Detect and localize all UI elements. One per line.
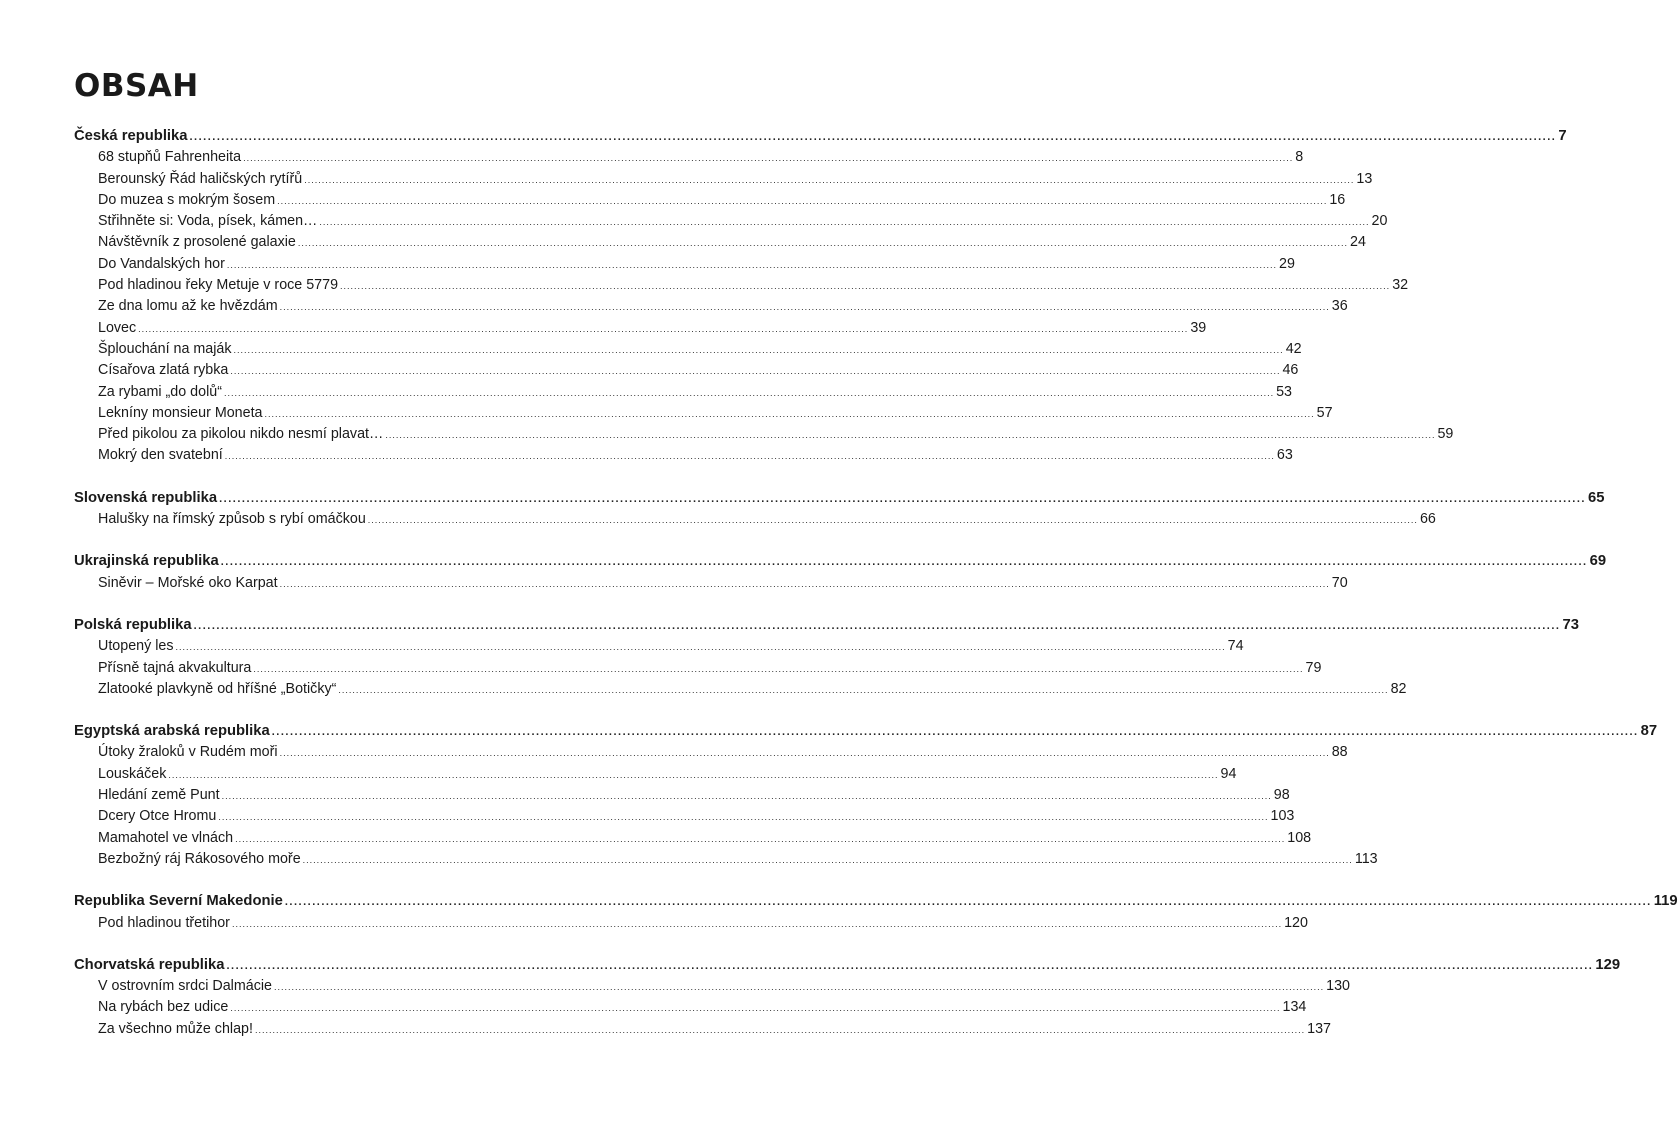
page-number: 39 xyxy=(1190,319,1207,336)
toc-entry[interactable] xyxy=(74,1019,1331,1040)
dot-leader: ............................................................................................................................................................................................................................................................................................................ xyxy=(224,451,1275,462)
entry-title: Berounský Řád haličských rytířů xyxy=(98,170,303,187)
page-number: 129 xyxy=(1595,956,1621,973)
entry-title: Na rybách bez udice xyxy=(98,999,229,1016)
dot-leader: ............................................................................................................................................................................................................................................................................................................ xyxy=(274,982,1325,993)
toc-section xyxy=(74,891,1678,934)
toc-entry[interactable] xyxy=(74,318,1207,339)
toc-section xyxy=(74,721,1658,870)
dot-leader: ............................................................................................................................................................................................................................................................................................................ xyxy=(223,387,1275,398)
toc-entry[interactable] xyxy=(74,828,1312,849)
entry-title: Šplouchání na maják xyxy=(98,340,232,357)
table-of-contents xyxy=(74,126,1678,1040)
dot-leader: ............................................................................................................................................................................................................................................................................................................ xyxy=(189,131,1557,143)
dot-leader: ............................................................................................................................................................................................................................................................................................................ xyxy=(253,663,1304,674)
page-number: 8 xyxy=(1295,149,1304,166)
entry-title: Bezbožný ráj Rákosového moře xyxy=(98,850,301,867)
toc-entry[interactable] xyxy=(74,360,1299,381)
dot-leader: ............................................................................................................................................................................................................................................................................................................ xyxy=(218,812,1269,823)
dot-leader: ............................................................................................................................................................................................................................................................................................................ xyxy=(220,556,1588,569)
entry-title: 68 stupňů Fahrenheita xyxy=(98,149,242,166)
page-number: 46 xyxy=(1282,362,1299,379)
toc-entry[interactable] xyxy=(74,147,1304,168)
page-number: 87 xyxy=(1640,723,1658,740)
dot-leader: ............................................................................................................................................................................................................................................................................................................ xyxy=(271,726,1639,739)
toc-entry[interactable] xyxy=(74,913,1308,934)
dot-leader: ............................................................................................................................................................................................................................................................................................................ xyxy=(277,195,1328,206)
page-number: 74 xyxy=(1227,638,1244,655)
toc-entry[interactable] xyxy=(74,232,1366,253)
entry-title: Mamahotel ve vlnách xyxy=(98,829,234,846)
entry-title: Zlatooké plavkyně od hříšné „Botičky“ xyxy=(98,680,337,697)
dot-leader: ............................................................................................................................................................................................................................................................................................................ xyxy=(243,153,1294,164)
dot-leader: ............................................................................................................................................................................................................................................................................................................ xyxy=(264,408,1315,419)
toc-entry[interactable] xyxy=(74,296,1348,317)
dot-leader: ............................................................................................................................................................................................................................................................................................................ xyxy=(304,174,1355,185)
dot-leader: ............................................................................................................................................................................................................................................................................................................ xyxy=(233,344,1284,355)
section-heading[interactable] xyxy=(74,721,1658,742)
dot-leader: ............................................................................................................................................................................................................................................................................................................ xyxy=(138,323,1189,334)
section-title: Republika Severní Makedonie xyxy=(74,893,283,910)
section-heading[interactable] xyxy=(74,891,1678,912)
page-number: 32 xyxy=(1392,277,1409,294)
section-title: Slovenská republika xyxy=(74,489,218,506)
page-number: 134 xyxy=(1282,999,1307,1016)
page-number: 130 xyxy=(1326,978,1351,995)
page-number: 65 xyxy=(1587,489,1605,506)
entry-title: Lovec xyxy=(98,319,137,336)
page-number: 103 xyxy=(1270,808,1295,825)
entry-title: Ze dna lomu až ke hvězdám xyxy=(98,298,278,315)
toc-entry[interactable] xyxy=(74,190,1346,211)
entry-title: Siněvir – Mořské oko Karpat xyxy=(98,574,278,591)
section-heading[interactable] xyxy=(74,615,1579,636)
page-number: 59 xyxy=(1437,426,1454,443)
page-number: 20 xyxy=(1371,213,1388,230)
toc-section xyxy=(74,955,1621,1040)
entry-title: Halušky na římský způsob s rybí omáčkou xyxy=(98,511,366,528)
toc-entry[interactable] xyxy=(74,742,1348,763)
page-number: 24 xyxy=(1350,234,1366,251)
dot-leader: ............................................................................................................................................................................................................................................................................................................ xyxy=(230,366,1281,377)
dot-leader: ............................................................................................................................................................................................................................................................................................................ xyxy=(302,854,1353,865)
section-heading[interactable] xyxy=(74,488,1605,509)
page-number: 42 xyxy=(1285,340,1302,357)
toc-entry[interactable] xyxy=(74,339,1302,360)
dot-leader: ............................................................................................................................................................................................................................................................................................................ xyxy=(219,492,1586,505)
dot-leader: ............................................................................................................................................................................................................................................................................................................ xyxy=(338,684,1389,695)
page-number: 113 xyxy=(1354,850,1378,867)
page-number: 53 xyxy=(1276,383,1293,400)
toc-section xyxy=(74,551,1607,594)
toc-page xyxy=(74,66,1678,1061)
page-number: 66 xyxy=(1419,511,1436,528)
page-number: 79 xyxy=(1305,659,1322,676)
section-title: Ukrajinská republika xyxy=(74,553,219,570)
dot-leader: ............................................................................................................................................................................................................................................................................................................ xyxy=(226,959,1594,972)
toc-entry[interactable] xyxy=(74,806,1295,827)
page-number: 94 xyxy=(1220,765,1237,782)
dot-leader: ............................................................................................................................................................................................................................................................................................................ xyxy=(168,769,1219,780)
page-number: 57 xyxy=(1316,404,1333,421)
page-number: 16 xyxy=(1329,191,1346,208)
section-title: Egyptská arabská republika xyxy=(74,723,270,740)
section-heading[interactable] xyxy=(74,955,1621,976)
dot-leader: ............................................................................................................................................................................................................................................................................................................ xyxy=(367,515,1418,526)
dot-leader: ............................................................................................................................................................................................................................................................................................................ xyxy=(254,1024,1306,1035)
section-heading[interactable] xyxy=(74,126,1567,147)
page-number: 120 xyxy=(1284,914,1308,931)
page-number: 119 xyxy=(1653,893,1678,910)
dot-leader: ............................................................................................................................................................................................................................................................................................................ xyxy=(193,619,1561,632)
page-number: 13 xyxy=(1356,170,1373,187)
dot-leader: ............................................................................................................................................................................................................................................................................................................ xyxy=(221,791,1272,802)
toc-entry[interactable] xyxy=(74,679,1407,700)
entry-title: Před pikolou za pikolou nikdo nesmí plavat… xyxy=(98,426,384,443)
section-title: Česká republika xyxy=(74,128,188,144)
toc-section xyxy=(74,615,1579,700)
entry-title: Louskáček xyxy=(98,765,167,782)
entry-title: Císařova zlatá rybka xyxy=(98,362,229,379)
toc-entry[interactable] xyxy=(74,849,1378,870)
toc-entry[interactable] xyxy=(74,211,1388,232)
toc-section xyxy=(74,126,1567,467)
toc-entry[interactable] xyxy=(74,403,1333,424)
toc-entry[interactable] xyxy=(74,509,1436,530)
page-number: 108 xyxy=(1287,829,1312,846)
page-number: 88 xyxy=(1331,744,1348,761)
toc-entry[interactable] xyxy=(74,382,1293,403)
entry-title: Hledání země Punt xyxy=(98,787,220,804)
entry-title: Za všechno může chlap! xyxy=(98,1020,253,1037)
toc-entry[interactable] xyxy=(74,997,1307,1018)
toc-entry[interactable] xyxy=(74,785,1290,806)
toc-entry[interactable] xyxy=(74,658,1322,679)
section-heading[interactable] xyxy=(74,551,1607,572)
toc-entry[interactable] xyxy=(74,424,1454,445)
page-number: 63 xyxy=(1276,447,1293,464)
entry-title: Lekníny monsieur Moneta xyxy=(98,404,263,421)
page-number: 82 xyxy=(1390,680,1407,697)
entry-title: V ostrovním srdci Dalmácie xyxy=(98,978,272,995)
toc-entry[interactable] xyxy=(74,445,1293,466)
entry-title: Do Vandalských hor xyxy=(98,255,225,272)
dot-leader: ............................................................................................................................................................................................................................................................................................................ xyxy=(279,748,1330,759)
page-number: 70 xyxy=(1331,574,1348,591)
dot-leader: ............................................................................................................................................................................................................................................................................................................ xyxy=(385,430,1436,441)
page-number: 69 xyxy=(1589,553,1607,570)
section-title: Polská republika xyxy=(74,616,192,633)
dot-leader: ............................................................................................................................................................................................................................................................................................................ xyxy=(230,1003,1281,1014)
toc-section xyxy=(74,488,1605,531)
entry-title: Útoky žraloků v Rudém moři xyxy=(98,744,278,761)
dot-leader: ............................................................................................................................................................................................................................................................................................................ xyxy=(279,302,1330,313)
toc-entry[interactable] xyxy=(74,636,1244,657)
dot-leader: ............................................................................................................................................................................................................................................................................................................ xyxy=(226,259,1278,270)
entry-title: Do muzea s mokrým šosem xyxy=(98,191,276,208)
entry-title: Mokrý den svatební xyxy=(98,447,223,464)
dot-leader: ............................................................................................................................................................................................................................................................................................................ xyxy=(297,238,1349,249)
toc-entry[interactable] xyxy=(74,254,1295,275)
dot-leader: ............................................................................................................................................................................................................................................................................................................ xyxy=(235,833,1286,844)
dot-leader: ............................................................................................................................................................................................................................................................................................................ xyxy=(231,918,1283,929)
page-number: 137 xyxy=(1307,1020,1331,1037)
dot-leader: ............................................................................................................................................................................................................................................................................................................ xyxy=(279,578,1330,589)
dot-leader: ............................................................................................................................................................................................................................................................................................................ xyxy=(284,896,1652,909)
section-title: Chorvatská republika xyxy=(74,956,225,973)
page-number: 73 xyxy=(1562,616,1579,633)
page-number: 36 xyxy=(1331,298,1348,315)
entry-title: Návštěvník z prosolené galaxie xyxy=(98,234,296,251)
page-number: 98 xyxy=(1273,787,1290,804)
page-number: 29 xyxy=(1279,255,1295,272)
toc-entry[interactable] xyxy=(74,764,1237,785)
toc-entry[interactable] xyxy=(74,573,1348,594)
toc-entry[interactable] xyxy=(74,976,1351,997)
entry-title: Utopený les xyxy=(98,638,174,655)
toc-entry[interactable] xyxy=(74,275,1409,296)
entry-title: Za rybami „do dolů“ xyxy=(98,383,222,400)
entry-title: Střihněte si: Voda, písek, kámen… xyxy=(98,213,318,230)
dot-leader: ............................................................................................................................................................................................................................................................................................................ xyxy=(340,281,1391,292)
page-title: OBSAH xyxy=(74,68,199,104)
entry-title: Pod hladinou řeky Metuje v roce 5779 xyxy=(98,277,339,294)
entry-title: Pod hladinou třetihor xyxy=(98,914,230,931)
toc-entry[interactable] xyxy=(74,169,1373,190)
dot-leader: ............................................................................................................................................................................................................................................................................................................ xyxy=(319,217,1370,228)
entry-title: Dcery Otce Hromu xyxy=(98,808,217,825)
page-number: 7 xyxy=(1558,128,1567,144)
dot-leader: ............................................................................................................................................................................................................................................................................................................ xyxy=(175,642,1226,653)
entry-title: Přísně tajná akvakultura xyxy=(98,659,252,676)
